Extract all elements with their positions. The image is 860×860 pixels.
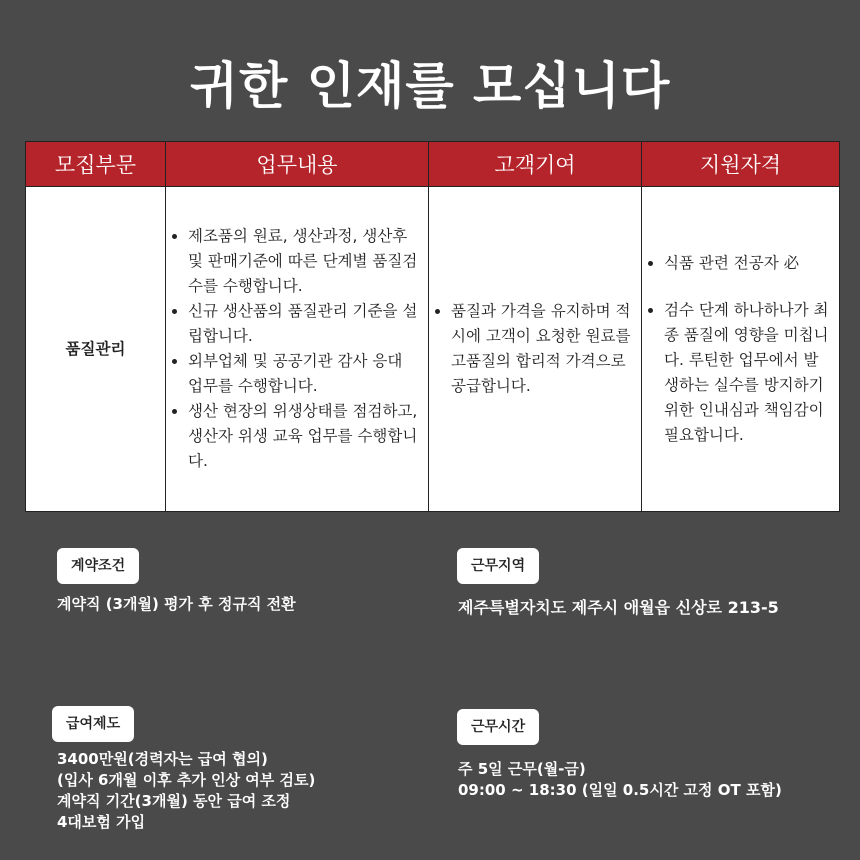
duties-cell [166,187,429,512]
contract-badge: 계약조건 [57,548,139,584]
qualifications-list [648,251,833,448]
table-header-row [26,142,840,187]
table-row [26,187,840,512]
salary-line: 4대보험 가입 [57,813,146,831]
qualification-item: • 식품 관련 전공자 必 [664,251,833,276]
location-text: 제주특별자치도 제주시 애월읍 신상로 213-5 [458,598,779,617]
contribution-item: • 품질과 가격을 유지하며 적시에 고객이 요청한 원료를 고품질의 합리적 가격으로 공급합니다. [451,299,635,399]
duty-item: • 외부업체 및 공공기관 감사 응대 업무를 수행합니다. [188,349,422,399]
salary-badge: 급여제도 [52,706,134,742]
hours-badge: 근무시간 [457,709,539,745]
hours-text [458,759,782,801]
salary-text [57,749,315,833]
duties-list [172,224,422,474]
department-cell: 품질관리 [26,187,166,512]
header-department: 모집부문 [26,142,166,187]
header-duties: 업무내용 [166,142,429,187]
duty-item: • 신규 생산품의 품질관리 기준을 설립합니다. [188,299,422,349]
header-contribution: 고객기여 [429,142,642,187]
hours-line: 주 5일 근무(월-금) [458,760,586,778]
salary-line: 계약직 기간(3개월) 동안 급여 조정 [57,792,291,810]
contract-text: 계약직 (3개월) 평가 후 정규직 전환 [57,595,296,613]
qualification-item: • 검수 단계 하나하나가 최종 품질에 영향을 미칩니다. 루틴한 업무에서 발생하는 실수를 방지하기 위한 인내심과 책임감이 필요합니다. [664,298,833,448]
contribution-list [435,299,635,399]
salary-line: (입사 6개월 이후 추가 인상 여부 검토) [57,771,316,789]
duty-item: • 제조품의 원료, 생산과정, 생산후 및 판매기준에 따른 단계별 품질검수를 수행합니다. [188,224,422,299]
salary-line: 3400만원(경력자는 급여 협의) [57,750,268,768]
qualifications-cell [642,187,840,512]
duty-item: • 생산 현장의 위생상태를 점검하고, 생산자 위생 교육 업무를 수행합니다. [188,399,422,474]
page-title: 귀한 인재를 모십니다 [189,57,671,115]
contribution-cell [429,187,642,512]
recruitment-table [25,141,840,512]
header-qualifications: 지원자격 [642,142,840,187]
location-badge: 근무지역 [457,548,539,584]
hours-line: 09:00 ~ 18:30 (일일 0.5시간 고정 OT 포함) [458,781,782,799]
